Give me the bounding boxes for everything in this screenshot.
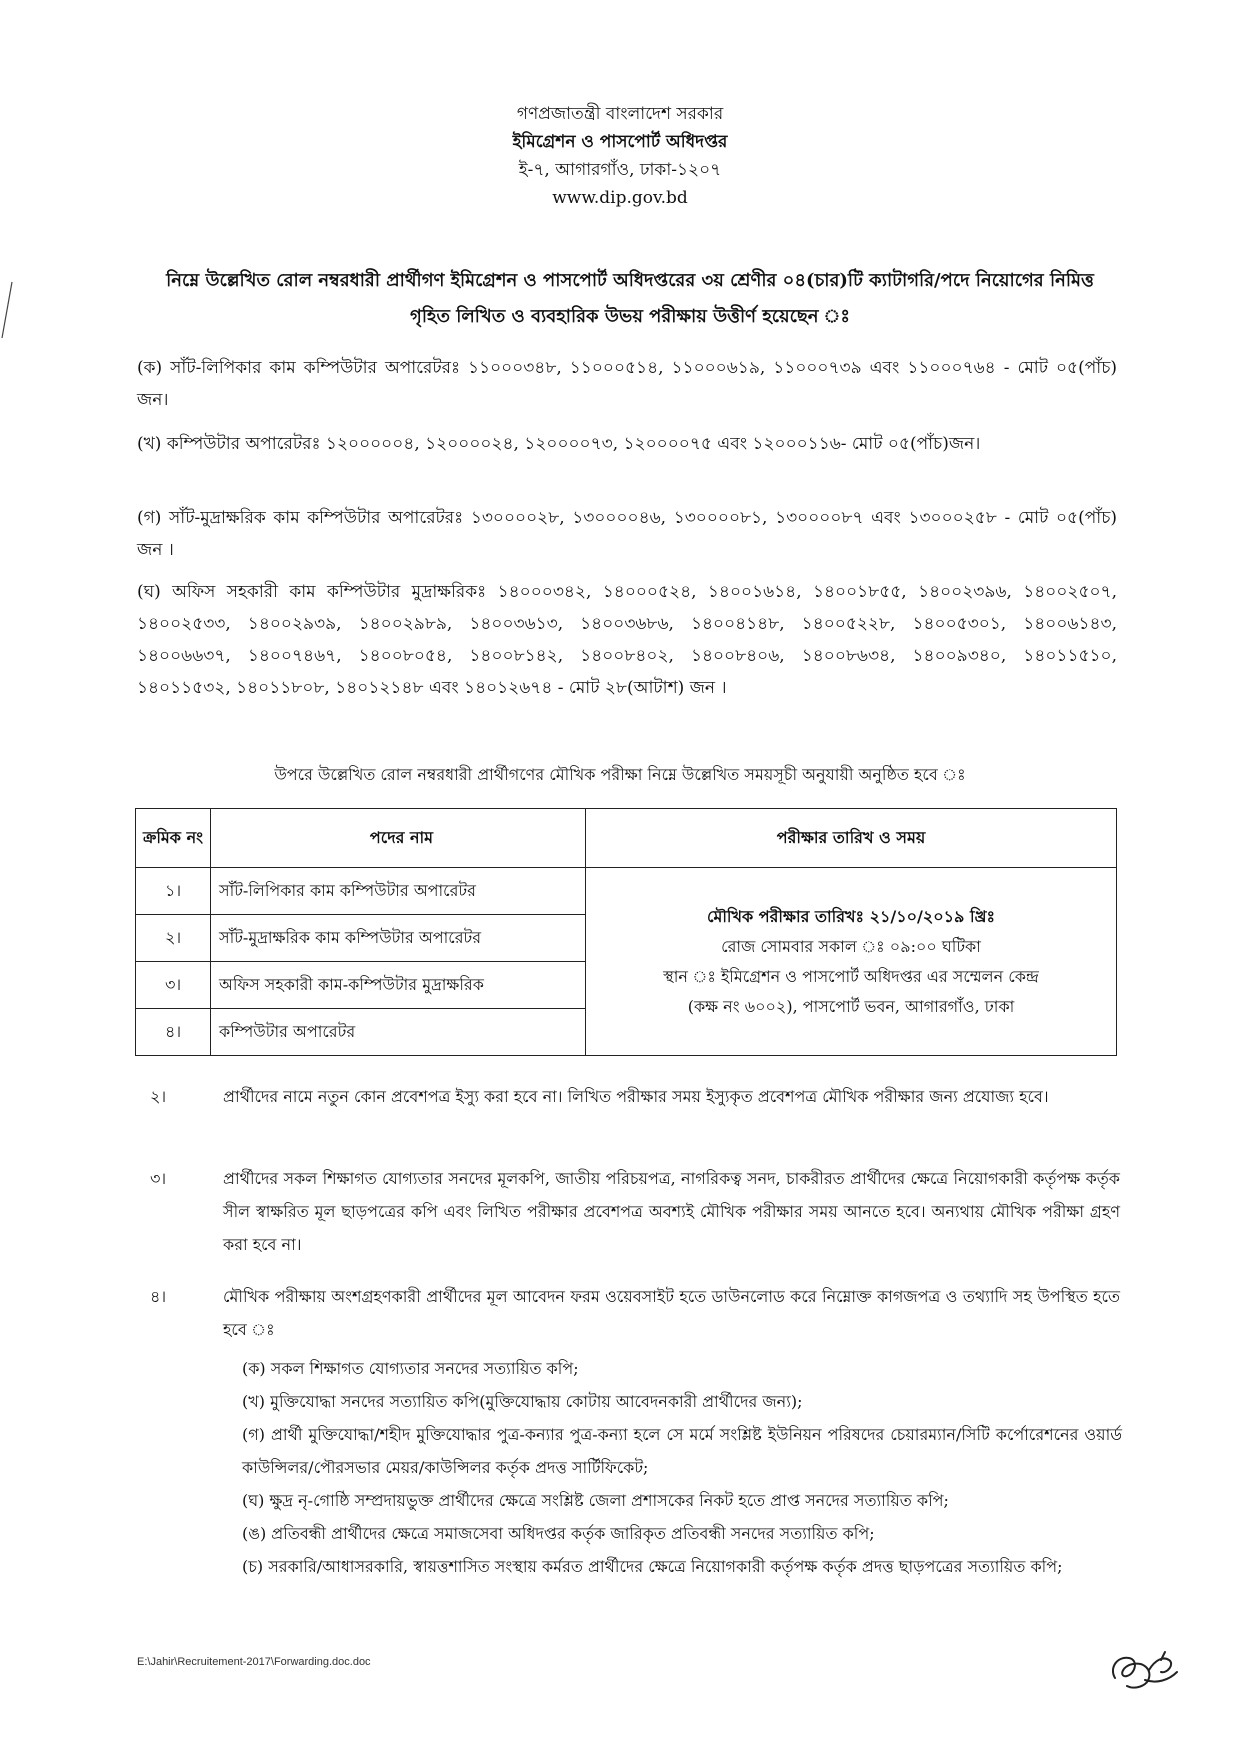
viva-schedule-table bbox=[135, 808, 1117, 1056]
list-item: (ঘ) ক্ষুদ্র নৃ-গোষ্ঠি সম্প্রদায়ভুক্ত প্রার্থীদের ক্ষেত্রে সংশ্লিষ্ট জেলা প্রশাসকের নিকট হতে প্রাপ্ত সনদের সত্যায়িত কপি; bbox=[242, 1491, 949, 1510]
note-text: প্রার্থীদের সকল শিক্ষাগত যোগ্যতার সনদের মূলকপি, জাতীয় পরিচয়পত্র, নাগরিকত্ব সনদ, চাকরীরত প্রার্থীদের ক্ষেত্রে নিয়োগকারী কর্তৃপক্ষ কর্তৃক সীল স্বাক্ষরিত মূল ছাড়পত্রের কপি এবং লিখিত পরীক্ষার প্রবেশপত্র অবশ্যই মৌখিক পরীক্ষার সময় আনতে হবে। অন্যথায় মৌখিক পরীক্ষা গ্রহণ করা হবে না। bbox=[223, 1169, 1120, 1254]
result-kha: (খ) কম্পিউটার অপারেটরঃ ১২০০০০০৪, ১২০০০০২৪, ১২০০০০৭৩, ১২০০০০৭৫ এবং ১২০০০১১৬- মোট ০৫(পাঁচ)জন। bbox=[137, 434, 981, 454]
department-website: www.dip.gov.bd bbox=[552, 188, 688, 208]
viva-date: মৌখিক পরীক্ষার তারিখঃ ২১/১০/২০১৯ খ্রিঃ bbox=[706, 906, 996, 926]
table-header-row bbox=[136, 809, 1117, 868]
list-item: (ঙ) প্রতিবন্ধী প্রার্থীদের ক্ষেত্রে সমাজসেবা অধিদপ্তর কর্তৃক জারিকৃত প্রতিবন্ধী সনদের সত্যায়িত কপি; bbox=[242, 1524, 875, 1543]
row-post: সাঁট-লিপিকার কাম কম্পিউটার অপারেটর bbox=[211, 868, 586, 915]
schedule-cell bbox=[586, 868, 1117, 1056]
result-ka: (ক) সাঁট-লিপিকার কাম কম্পিউটার অপারেটরঃ ১১০০০৩৪৮, ১১০০০৫১৪, ১১০০০৬১৯, ১১০০০৭৩৯ এবং ১১০০০৭৬৪ - মোট ০৫(পাঁচ) জন। bbox=[137, 358, 1117, 410]
row-serial: ৪। bbox=[136, 1009, 211, 1056]
required-documents-list bbox=[242, 1352, 1122, 1583]
list-item: (খ) মুক্তিযোদ্ধা সনদের সত্যায়িত কপি(মুক্তিযোদ্ধায় কোটায় আবেদনকারী প্রার্থীদের জন্য); bbox=[242, 1392, 803, 1411]
note-2 bbox=[150, 1080, 1120, 1113]
department-address: ই-৭, আগারগাঁও, ঢাকা-১২০৭ bbox=[518, 160, 722, 180]
note-number: ২। bbox=[150, 1087, 167, 1106]
notice-heading: নিম্নে উল্লেখিত রোল নম্বরধারী প্রার্থীগণ ইমিগ্রেশন ও পাসপোর্ট অধিদপ্তরের ৩য় শ্রেণীর ০৪(চার)টি ক্যাটাগরি/পদে নিয়োগের নিমিত্ত গৃহিত লিখিত ও ব্যবহারিক উভয় পরীক্ষায় উত্তীর্ণ হয়েছেন ঃ bbox=[166, 270, 1094, 327]
row-serial: ৩। bbox=[136, 962, 211, 1009]
table-row bbox=[136, 868, 1117, 915]
row-post: সাঁট-মুদ্রাক্ষরিক কাম কম্পিউটার অপারেটর bbox=[211, 915, 586, 962]
row-post: অফিস সহকারী কাম-কম্পিউটার মুদ্রাক্ষরিক bbox=[211, 962, 586, 1009]
header-date: পরীক্ষার তারিখ ও সময় bbox=[586, 809, 1117, 868]
note-4 bbox=[150, 1280, 1120, 1346]
note-3 bbox=[150, 1162, 1120, 1261]
list-item: (গ) প্রার্থী মুক্তিযোদ্ধা/শহীদ মুক্তিযোদ্ধার পুত্র-কন্যার পুত্র-কন্যা হলে সে মর্মে সংশ্লিষ্ট ইউনিয়ন পরিষদের চেয়ারম্যান/সিটি কর্পোরেশনের ওয়ার্ড কাউন্সিলর/পৌরসভার মেয়র/কাউন্সিলর কর্তৃক প্রদত্ত সার্টিফিকেট; bbox=[242, 1425, 1122, 1477]
letterhead bbox=[0, 100, 1240, 212]
list-item: (চ) সরকারি/আধাসরকারি, স্বায়ত্তশাসিত সংস্থায় কর্মরত প্রার্থীদের ক্ষেত্রে নিয়োগকারী কর্তৃপক্ষ কর্তৃক প্রদত্ত ছাড়পত্রের সত্যায়িত কপি; bbox=[242, 1557, 1063, 1576]
note-text: মৌখিক পরীক্ষায় অংশগ্রহণকারী প্রার্থীদের মূল আবেদন ফরম ওয়েবসাইট হতে ডাউনলোড করে নিম্নোক্ত কাগজপত্র ও তথ্যাদি সহ উপস্থিত হতে হবে ঃ bbox=[223, 1287, 1120, 1339]
result-gha: (ঘ) অফিস সহকারী কাম কম্পিউটার মুদ্রাক্ষরিকঃ ১৪০০০৩৪২, ১৪০০০৫২৪, ১৪০০১৬১৪, ১৪০০১৮৫৫, ১৪০০২৩৯৬, ১৪০০২৫০৭, ১৪০০২৫৩৩, ১৪০০২৯৩৯, ১৪০০২৯৮৯, ১৪০০৩৬১৩, ১৪০০৩৬৮৬, ১৪০০৪১৪৮, ১৪০০৫২২৮, ১৪০০৫৩০১, ১৪০০৬১৪৩, ১৪০০৬৬৩৭, ১৪০০৭৪৬৭, ১৪০০৮০৫৪, ১৪০০৮১৪২, ১৪০০৮৪০২, ১৪০০৮৪০৬, ১৪০০৮৬৩৪, ১৪০০৯৩৪০, ১৪০১১৫১০, ১৪০১১৫৩২, ১৪০১১৮০৮, ১৪০১২১৪৮ এবং ১৪০১২৬৭৪ - মোট ২৮(আটাশ) জন । bbox=[137, 582, 1117, 698]
row-serial: ১। bbox=[136, 868, 211, 915]
viva-room: (কক্ষ নং ৬০০২), পাসপোর্ট ভবন, আগারগাঁও, ঢাকা bbox=[687, 996, 1015, 1016]
result-ga: (গ) সাঁট-মুদ্রাক্ষরিক কাম কম্পিউটার অপারেটরঃ ১৩০০০০২৮, ১৩০০০০৪৬, ১৩০০০০৮১, ১৩০০০০৮৭ এবং ১৩০০০২৫৮ - মোট ০৫(পাঁচ) জন । bbox=[137, 508, 1117, 560]
file-path-footer: E:\Jahir\Recruitement-2017\Forwarding.doc.doc bbox=[137, 1656, 371, 1668]
note-text: প্রার্থীদের নামে নতুন কোন প্রবেশপত্র ইস্যু করা হবে না। লিখিত পরীক্ষার সময় ইস্যুকৃত প্রবেশপত্র মৌখিক পরীক্ষার জন্য প্রযোজ্য হবে। bbox=[223, 1087, 1049, 1106]
header-serial: ক্রমিক নং bbox=[136, 809, 211, 868]
signature-image bbox=[1105, 1630, 1185, 1700]
scan-edge-mark bbox=[0, 280, 14, 340]
header-post: পদের নাম bbox=[211, 809, 586, 868]
note-number: ৪। bbox=[150, 1287, 167, 1306]
viva-intro: উপরে উল্লেখিত রোল নম্বরধারী প্রার্থীগণের মৌখিক পরীক্ষা নিম্নে উল্লেখিত সময়সূচী অনুযায়ী অনুষ্ঠিত হবে ঃ bbox=[274, 765, 966, 784]
row-serial: ২। bbox=[136, 915, 211, 962]
department-name: ইমিগ্রেশন ও পাসপোর্ট অধিদপ্তর bbox=[512, 132, 728, 152]
viva-time: রোজ সোমবার সকাল ঃ ০৯:০০ ঘটিকা bbox=[721, 936, 981, 956]
note-number: ৩। bbox=[150, 1169, 167, 1188]
government-name: গণপ্রজাতন্ত্রী বাংলাদেশ সরকার bbox=[516, 104, 724, 124]
list-item: (ক) সকল শিক্ষাগত যোগ্যতার সনদের সত্যায়িত কপি; bbox=[242, 1359, 579, 1378]
row-post: কম্পিউটার অপারেটর bbox=[211, 1009, 586, 1056]
viva-venue: স্থান ঃ ইমিগ্রেশন ও পাসপোর্ট অধিদপ্তর এর সম্মেলন কেন্দ্র bbox=[663, 966, 1039, 986]
